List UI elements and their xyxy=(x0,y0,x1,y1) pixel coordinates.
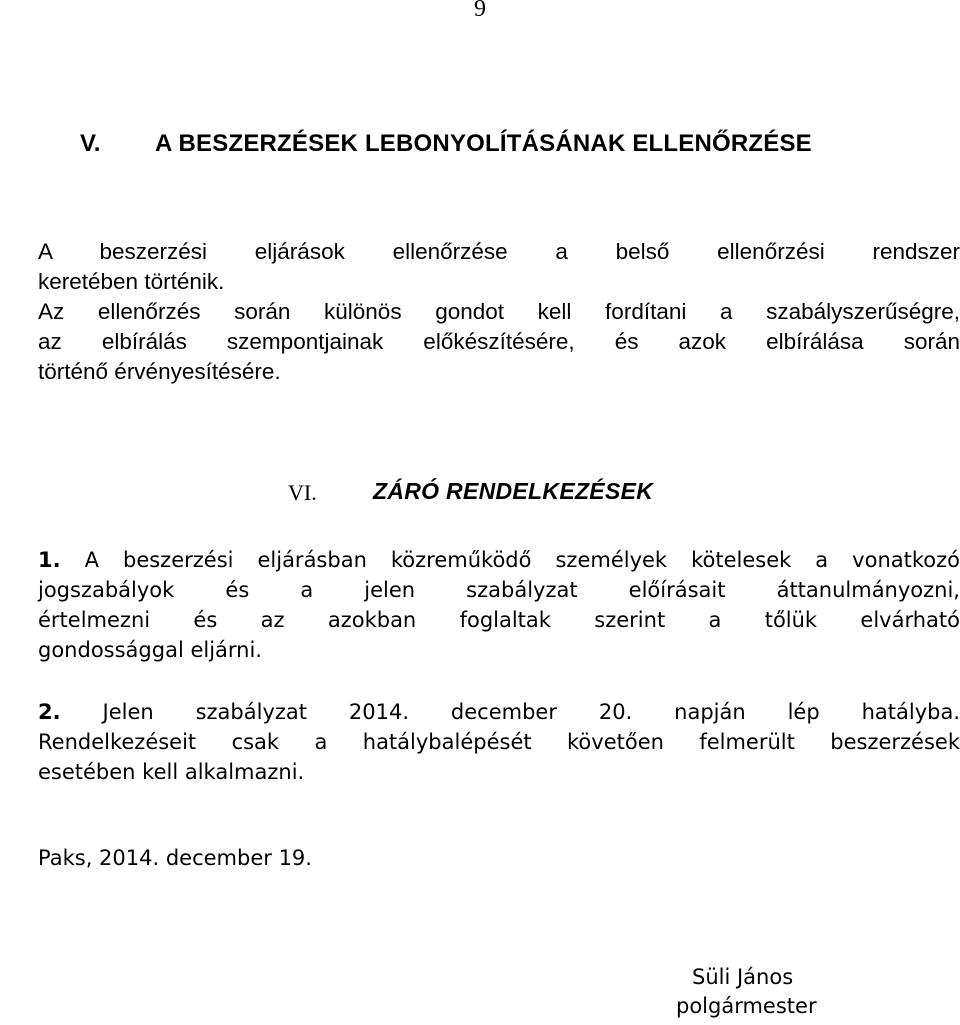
paragraph-line: A beszerzési eljárások ellenőrzése a belső ellenőrzési rendszer xyxy=(38,239,960,264)
signatory-name: Süli János xyxy=(692,965,794,989)
section-vi-item-1 xyxy=(38,545,960,665)
section-vi-item-2 xyxy=(38,697,960,787)
signatory-title: polgármester xyxy=(676,994,817,1018)
paragraph-line: történő érvényesítésére. xyxy=(38,359,281,384)
page-number: 9 xyxy=(474,0,486,22)
paragraph-line: esetében kell alkalmazni. xyxy=(38,760,305,784)
paragraph-line: gondossággal eljárni. xyxy=(38,638,262,662)
paragraph-line: jogszabályok és a jelen szabályzat előírásait áttanulmányozni, xyxy=(38,578,960,602)
item-number: 2. xyxy=(38,700,61,724)
paragraph-line xyxy=(38,697,960,727)
section-v-title: A BESZERZÉSEK LEBONYOLÍTÁSÁNAK ELLENŐRZÉSE xyxy=(155,130,812,157)
paragraph-line: keretében történik. xyxy=(38,269,225,294)
paragraph-line: Rendelkezéseit csak a hatálybalépését követően felmerült beszerzések xyxy=(38,730,960,754)
item-text: Jelen szabályzat 2014. december 20. napján lép hatályba. xyxy=(102,700,960,724)
item-text: A beszerzési eljárásban közreműködő személyek kötelesek a vonatkozó xyxy=(84,548,960,572)
section-vi-title: ZÁRÓ RENDELKEZÉSEK xyxy=(373,478,654,504)
item-number: 1. xyxy=(38,548,61,572)
paragraph-line: Az ellenőrzés során különös gondot kell fordítani a szabályszerűségre, xyxy=(38,299,960,324)
paragraph-line: az elbírálás szempontjainak előkészítésére, és azok elbírálása során xyxy=(38,329,960,354)
section-v-paragraph xyxy=(38,237,960,387)
paragraph-line xyxy=(38,545,960,575)
place-date: Paks, 2014. december 19. xyxy=(38,846,312,870)
paragraph-line: értelmezni és az azokban foglaltak szerint a tőlük elvárható xyxy=(38,608,960,632)
section-v-number: V. xyxy=(80,130,101,157)
section-vi-number: VI. xyxy=(288,480,317,505)
